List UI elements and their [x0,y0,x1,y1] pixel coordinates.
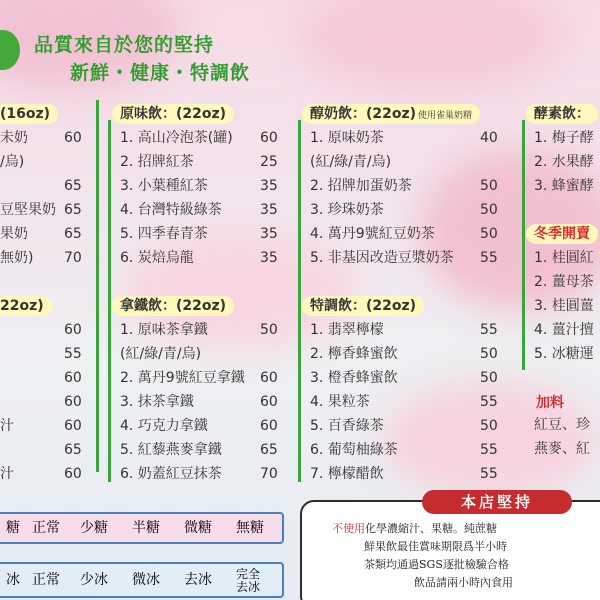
ice-option[interactable]: 正常 [32,572,60,588]
menu-item[interactable]: 果奶 65 [0,226,82,242]
store-commitment-title: 本店堅持 [422,490,572,514]
commitment-line: 茶類均通過SGS逐批檢驗合格 [364,558,509,571]
menu-item[interactable]: 未奶 60 [0,130,82,146]
ice-option[interactable]: 微冰 [132,572,160,588]
category-title: 冬季開賣 [526,224,598,244]
menu-item[interactable]: 3. 桂圓薑 [534,298,594,314]
menu-item[interactable]: 3. 抹茶拿鐵 60 [120,394,278,410]
ice-option[interactable]: 去冰 [184,572,212,588]
column-divider [96,100,99,472]
menu-item[interactable]: 4. 果粒茶 55 [310,394,498,410]
menu-item[interactable]: 7. 檸檬醋飲 55 [310,466,498,482]
commitment-line: 鮮果飲最佳賞味期限爲半小時 [364,540,507,553]
menu-item[interactable]: 1. 高山冷泡茶(罐) 60 [120,130,278,146]
menu-item[interactable]: (紅/綠/青/烏) [120,346,202,362]
ice-option[interactable]: 冰 [6,572,20,588]
menu-item[interactable]: /烏) [0,154,25,170]
menu-item[interactable]: 3. 蜂蜜酵 [534,178,594,194]
menu-item[interactable]: 2. 招牌紅茶 25 [120,154,278,170]
slogan-line-2: 新鮮・健康・特調飲 [70,62,251,84]
menu-item[interactable]: 2. 萬丹9號紅豆拿鐵 60 [120,370,278,386]
category-title: 特調飲：(22oz) [302,296,424,316]
menu-item[interactable]: 5. 紅藜燕麥拿鐵 65 [120,442,278,458]
menu-item[interactable]: 3. 橙香蜂蜜飲 50 [310,370,498,386]
sugar-option[interactable]: 微糖 [184,520,212,536]
column-divider [522,120,525,370]
ice-option[interactable]: 少冰 [80,572,108,588]
menu-item[interactable]: 5. 冰糖運 [534,346,594,362]
menu-item[interactable]: 4. 薑汁擅 [534,322,594,338]
store-commitment-box [300,493,600,600]
menu-column-1: (16oz) 未奶 60 /烏) 65 豆堅果奶 65 果奶 65 無奶) 70 22oz) 60 55 60 60 汁 60 65 汁 60 [0,100,100,470]
menu-item[interactable]: 1. 梅子酵 [534,130,594,146]
addon-line: 紅豆、珍 [534,417,590,433]
category-title: 原味飲：(22oz) [112,104,234,124]
category-title: (16oz) [0,104,58,124]
menu-item[interactable]: 2. 水果酵 [534,154,594,170]
category-title: 酵素飲： [526,104,598,124]
menu-item[interactable]: 3. 珍珠奶茶 50 [310,202,498,218]
menu-item[interactable]: 5. 四季春青茶 35 [120,226,278,242]
category-title: 拿鐵飲：(22oz) [112,296,234,316]
menu-column-2 [108,100,288,490]
menu-item[interactable]: (紅/綠/青/烏) [310,154,392,170]
menu-column-4 [522,100,600,480]
menu-item[interactable]: 豆堅果奶 65 [0,202,82,218]
sugar-option[interactable]: 少糖 [80,520,108,536]
sugar-option[interactable]: 正常 [32,520,60,536]
addon-line: 燕麥、紅 [534,441,590,457]
slogan-line-1: 品質來自於您的堅持 [34,34,215,56]
commitment-line: 飲品請兩小時內食用 [414,576,513,589]
menu-item[interactable]: 無奶) 70 [0,250,82,266]
menu-item[interactable]: 1. 原味奶茶 40 [310,130,498,146]
menu-item[interactable]: 2. 檸香蜂蜜飲 50 [310,346,498,362]
menu-item[interactable]: 4. 台灣特級綠茶 35 [120,202,278,218]
column-divider [108,120,111,482]
menu-item[interactable]: 5. 非基因改造豆漿奶茶 55 [310,250,498,266]
menu-item[interactable]: 1. 原味茶拿鐵 50 [120,322,278,338]
column-divider [298,120,301,482]
category-title: 醇奶飲：(22oz) 使用雀巢奶精 [302,104,480,124]
menu-item[interactable]: 汁 60 [0,466,82,482]
menu-item[interactable]: 汁 60 [0,418,82,434]
menu-item[interactable]: 6. 炭焙烏龍 35 [120,250,278,266]
menu-item[interactable]: 4. 巧克力拿鐵 60 [120,418,278,434]
sugar-option[interactable]: 糖 [6,520,20,536]
blossom-decoration [300,0,560,90]
addon-title: 加料 [536,395,564,411]
menu-item[interactable]: 5. 百香綠茶 50 [310,418,498,434]
menu-item[interactable]: 1. 翡翠檸檬 55 [310,322,498,338]
menu-item[interactable]: 2. 薑母茶 [534,274,594,290]
menu-item[interactable]: 6. 奶蓋紅豆抹茶 70 [120,466,278,482]
sugar-option[interactable]: 無糖 [236,520,264,536]
commitment-line: 不使用化學濃縮汁、果糖。純蔗糖 [332,522,497,535]
sugar-option[interactable]: 半糖 [132,520,160,536]
menu-column-3 [298,100,508,490]
ice-option[interactable]: 完全 去冰 [236,567,261,594]
menu-item[interactable]: 3. 小葉種紅茶 35 [120,178,278,194]
sugar-options [0,512,284,544]
category-title: 22oz) [0,296,52,316]
menu-item[interactable]: 4. 萬丹9號紅豆奶茶 50 [310,226,498,242]
menu-item[interactable]: 1. 桂圓紅 [534,250,594,266]
ice-options [0,562,284,598]
menu-item[interactable]: 6. 葡萄柚綠茶 55 [310,442,498,458]
menu-item[interactable]: 2. 招牌加蛋奶茶 50 [310,178,498,194]
